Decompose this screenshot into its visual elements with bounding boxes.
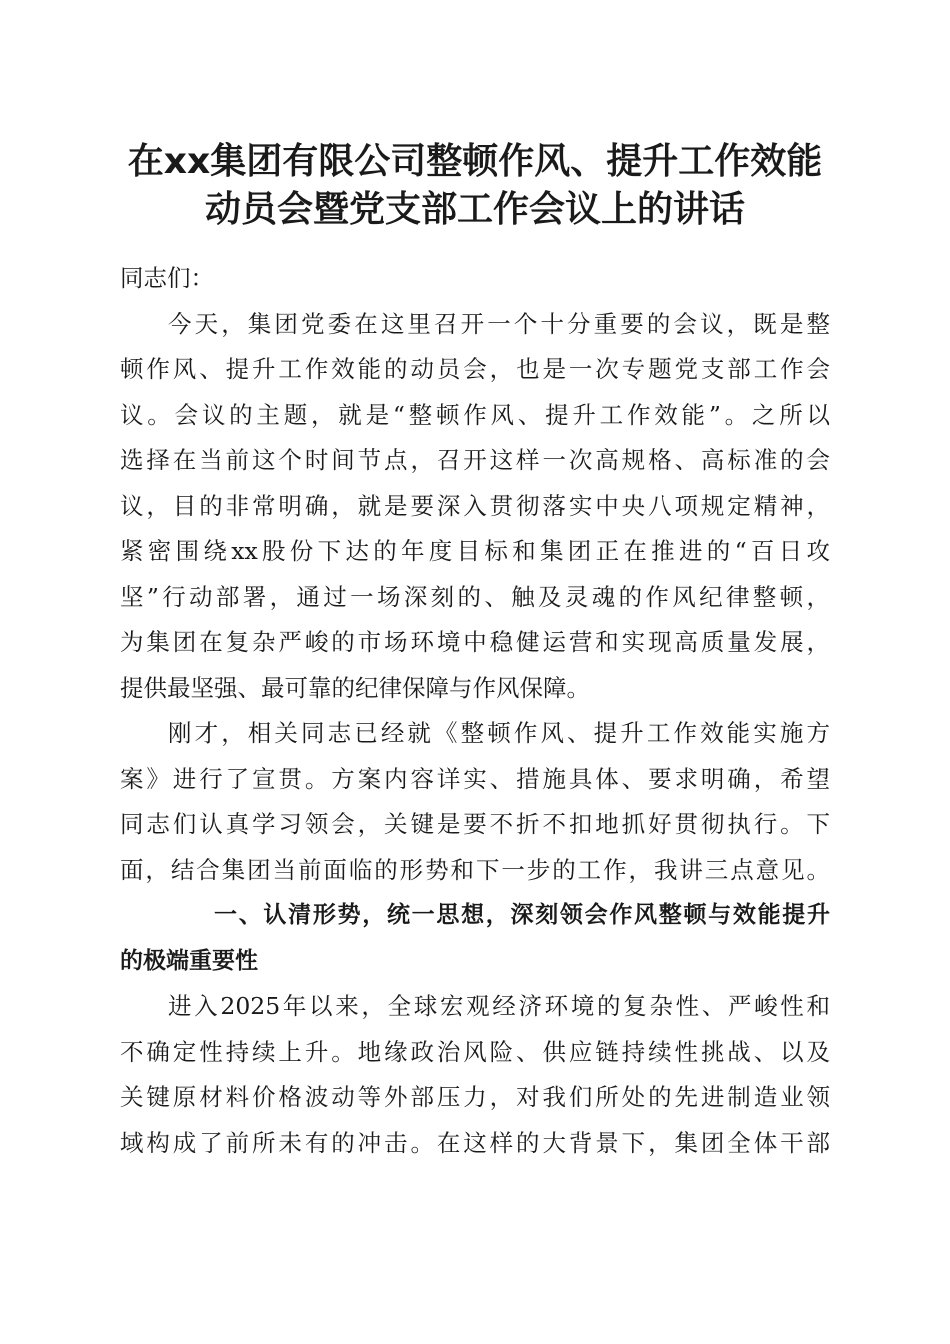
paragraph-1-line: 议。会议的主题，就是“整顿作风、提升工作效能”。之所以 <box>120 400 830 429</box>
paragraph-1-line: 议，目的非常明确，就是要深入贯彻落实中央八项规定精神， <box>120 491 830 520</box>
paragraph-2 <box>120 711 830 893</box>
document-title-line-1: 在xx集团有限公司整顿作风、提升工作效能 <box>127 141 823 182</box>
paragraph-1-line: 今天，集团党委在这里召开一个十分重要的会议，既是整 <box>168 309 830 338</box>
document-body <box>120 256 830 1166</box>
paragraph-1-line: 坚”行动部署，通过一场深刻的、触及灵魂的作风纪律整顿， <box>120 582 830 611</box>
section-heading-1-line: 一、认清形势，统一思想，深刻领会作风整顿与效能提升 <box>214 902 830 928</box>
paragraph-3-line: 进入2025年以来，全球宏观经济环境的复杂性、严峻性和 <box>168 992 830 1020</box>
paragraph-3 <box>120 984 830 1166</box>
paragraph-1-line: 紧密围绕xx股份下达的年度目标和集团正在推进的“百日攻 <box>120 537 830 565</box>
paragraph-1 <box>120 302 830 712</box>
paragraph-1-line: 选择在当前这个时间节点，召开这样一次高规格、高标准的会 <box>120 446 830 474</box>
section-heading-1 <box>120 893 830 984</box>
section-heading-1-line: 的极端重要性 <box>120 947 258 974</box>
paragraph-2-line: 案》进行了宣贯。方案内容详实、措施具体、要求明确，希望 <box>120 764 830 793</box>
paragraph-3-line: 关键原材料价格波动等外部压力，对我们所处的先进制造业领 <box>120 1083 830 1111</box>
paragraph-2-line: 刚才，相关同志已经就《整顿作风、提升工作效能实施方 <box>168 719 830 747</box>
document-title-line-2: 动员会暨党支部工作会议上的讲话 <box>204 189 745 230</box>
paragraph-2-line: 面，结合集团当前面临的形势和下一步的工作，我讲三点意见。 <box>120 855 830 884</box>
salutation: 同志们： <box>120 264 214 292</box>
paragraph-1-line: 顿作风、提升工作效能的动员会，也是一次专题党支部工作会 <box>120 355 830 383</box>
paragraph-1-line: 提供最坚强、最可靠的纪律保障与作风保障。 <box>120 673 590 702</box>
paragraph-1-line: 为集团在复杂严峻的市场环境中稳健运营和实现高质量发展， <box>120 628 830 656</box>
paragraph-3-line: 不确定性持续上升。地缘政治风险、供应链持续性挑战、以及 <box>120 1037 830 1066</box>
paragraph-3-line: 域构成了前所未有的冲击。在这样的大背景下，集团全体干部 <box>120 1128 830 1157</box>
paragraph-2-line: 同志们认真学习领会，关键是要不折不扣地抓好贯彻执行。下 <box>120 810 830 838</box>
